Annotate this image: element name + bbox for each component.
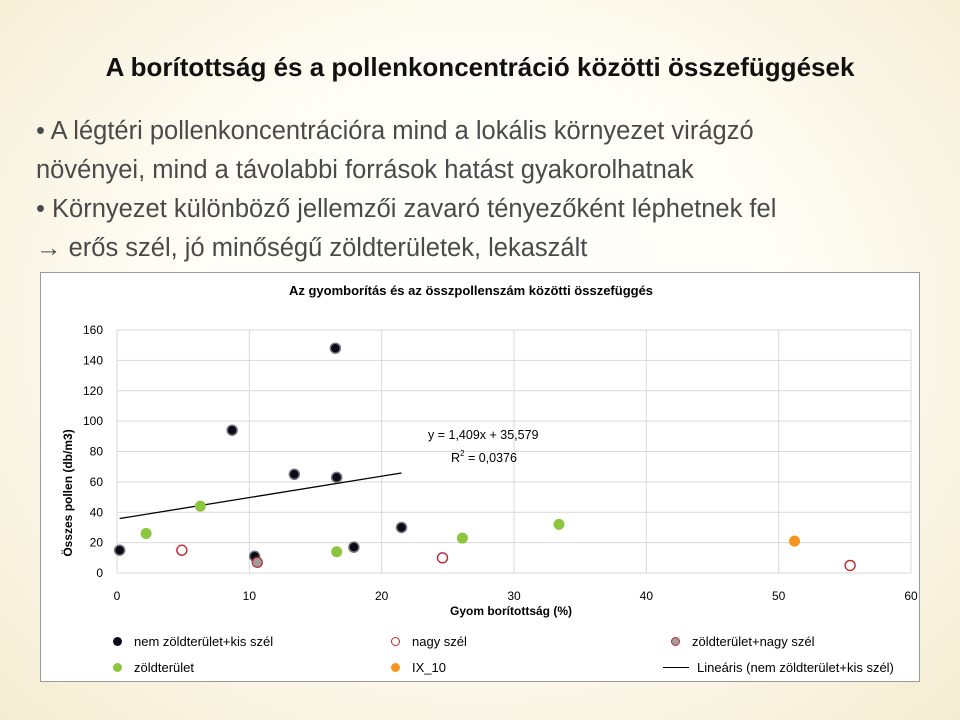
- y-tick-label: 100: [82, 414, 103, 429]
- data-point-green: [141, 529, 151, 539]
- r-squared-label: $R^2 = 0,0376$: [451, 449, 517, 465]
- legend-marker-grey: [671, 637, 680, 646]
- legend-item-nem-zoldterulet-kis-szel: [113, 634, 273, 649]
- bullet-line-2: növényei, mind a távolabbi források hatást gyakorolhatnak: [36, 156, 694, 184]
- legend-label: zöldterület+nagy szél: [692, 634, 815, 649]
- legend-item-linear-trend: [663, 660, 894, 675]
- legend-line-trend: [663, 667, 689, 668]
- chart-title: Az gyomborítás és az összpollenszám közötti összefüggés: [288, 283, 654, 298]
- data-point-orange: [790, 536, 800, 546]
- y-tick-label: 60: [89, 474, 103, 489]
- data-point-green: [554, 519, 564, 529]
- legend-label: zöldterület: [134, 660, 194, 675]
- data-point-red-open: [845, 560, 855, 570]
- x-tick-label: 60: [904, 589, 918, 603]
- legend-label: Lineáris (nem zöldterület+kis szél): [697, 660, 894, 675]
- data-point-green: [195, 501, 205, 511]
- legend-marker-black: [113, 637, 122, 646]
- legend-item-zoldterulet-nagy-szel: [671, 634, 815, 649]
- data-point-black: [330, 343, 340, 353]
- y-tick-label: 80: [89, 444, 103, 459]
- scatter-chart: [41, 273, 919, 681]
- data-point-black: [289, 469, 299, 479]
- x-tick-label: 40: [639, 589, 654, 603]
- bullet-line-3: • Környezet különböző jellemzői zavaró tényezőként léphetnek fel: [36, 195, 777, 223]
- legend-item-zoldterulet: [113, 660, 194, 675]
- data-point-black: [227, 425, 237, 435]
- legend-label: nagy szél: [412, 634, 467, 649]
- data-point-green: [457, 533, 467, 543]
- data-point-black: [332, 472, 342, 482]
- y-tick-label: 0: [96, 566, 103, 580]
- data-point-black: [349, 542, 359, 552]
- bullet-line-4: → erős szél, jó minőségű zöldterületek, lekaszált: [36, 234, 588, 262]
- y-tick-label: 20: [89, 535, 103, 550]
- legend-item-nagy-szel: [391, 634, 467, 649]
- data-point-red-open: [438, 553, 448, 563]
- bullet-list: [36, 112, 936, 268]
- y-tick-label: 120: [82, 383, 103, 398]
- data-point-green: [332, 547, 342, 557]
- trendline-layer: [120, 473, 402, 519]
- legend-item-ix-10: [391, 660, 446, 675]
- data-point-black: [397, 522, 407, 532]
- trendline: [120, 473, 402, 519]
- x-tick-label: 20: [374, 589, 389, 603]
- y-tick-label: 140: [82, 353, 103, 368]
- data-point-black: [115, 545, 125, 555]
- x-tick-label: 30: [507, 589, 521, 603]
- chart-frame: [40, 272, 920, 682]
- y-tick-label: 160: [82, 323, 103, 337]
- x-tick-label: 0: [113, 589, 121, 603]
- legend-label: nem zöldterület+kis szél: [134, 634, 274, 649]
- legend-marker-red-open: [391, 637, 400, 646]
- x-tick-label: 10: [242, 589, 257, 603]
- x-axis-label: Gyom borítottság (%): [450, 604, 572, 618]
- bullet-line-1: • A légtéri pollenkoncentrációra mind a lokális környezet virágzó: [36, 117, 754, 145]
- y-tick-label: 40: [89, 505, 103, 520]
- legend-marker-orange: [391, 663, 400, 672]
- data-point-red-open: [177, 545, 187, 555]
- legend-label: IX_10: [412, 660, 446, 675]
- trendline-equation: y = 1,409x + 35,579: [428, 428, 539, 442]
- legend-marker-green: [113, 663, 122, 672]
- data-point-grey: [252, 557, 262, 567]
- x-tick-label: 50: [771, 589, 786, 603]
- slide-title: A borítottság és a pollenkoncentráció közötti összefüggések: [105, 52, 855, 82]
- y-axis-label: Összes pollen (db/m3): [61, 429, 75, 557]
